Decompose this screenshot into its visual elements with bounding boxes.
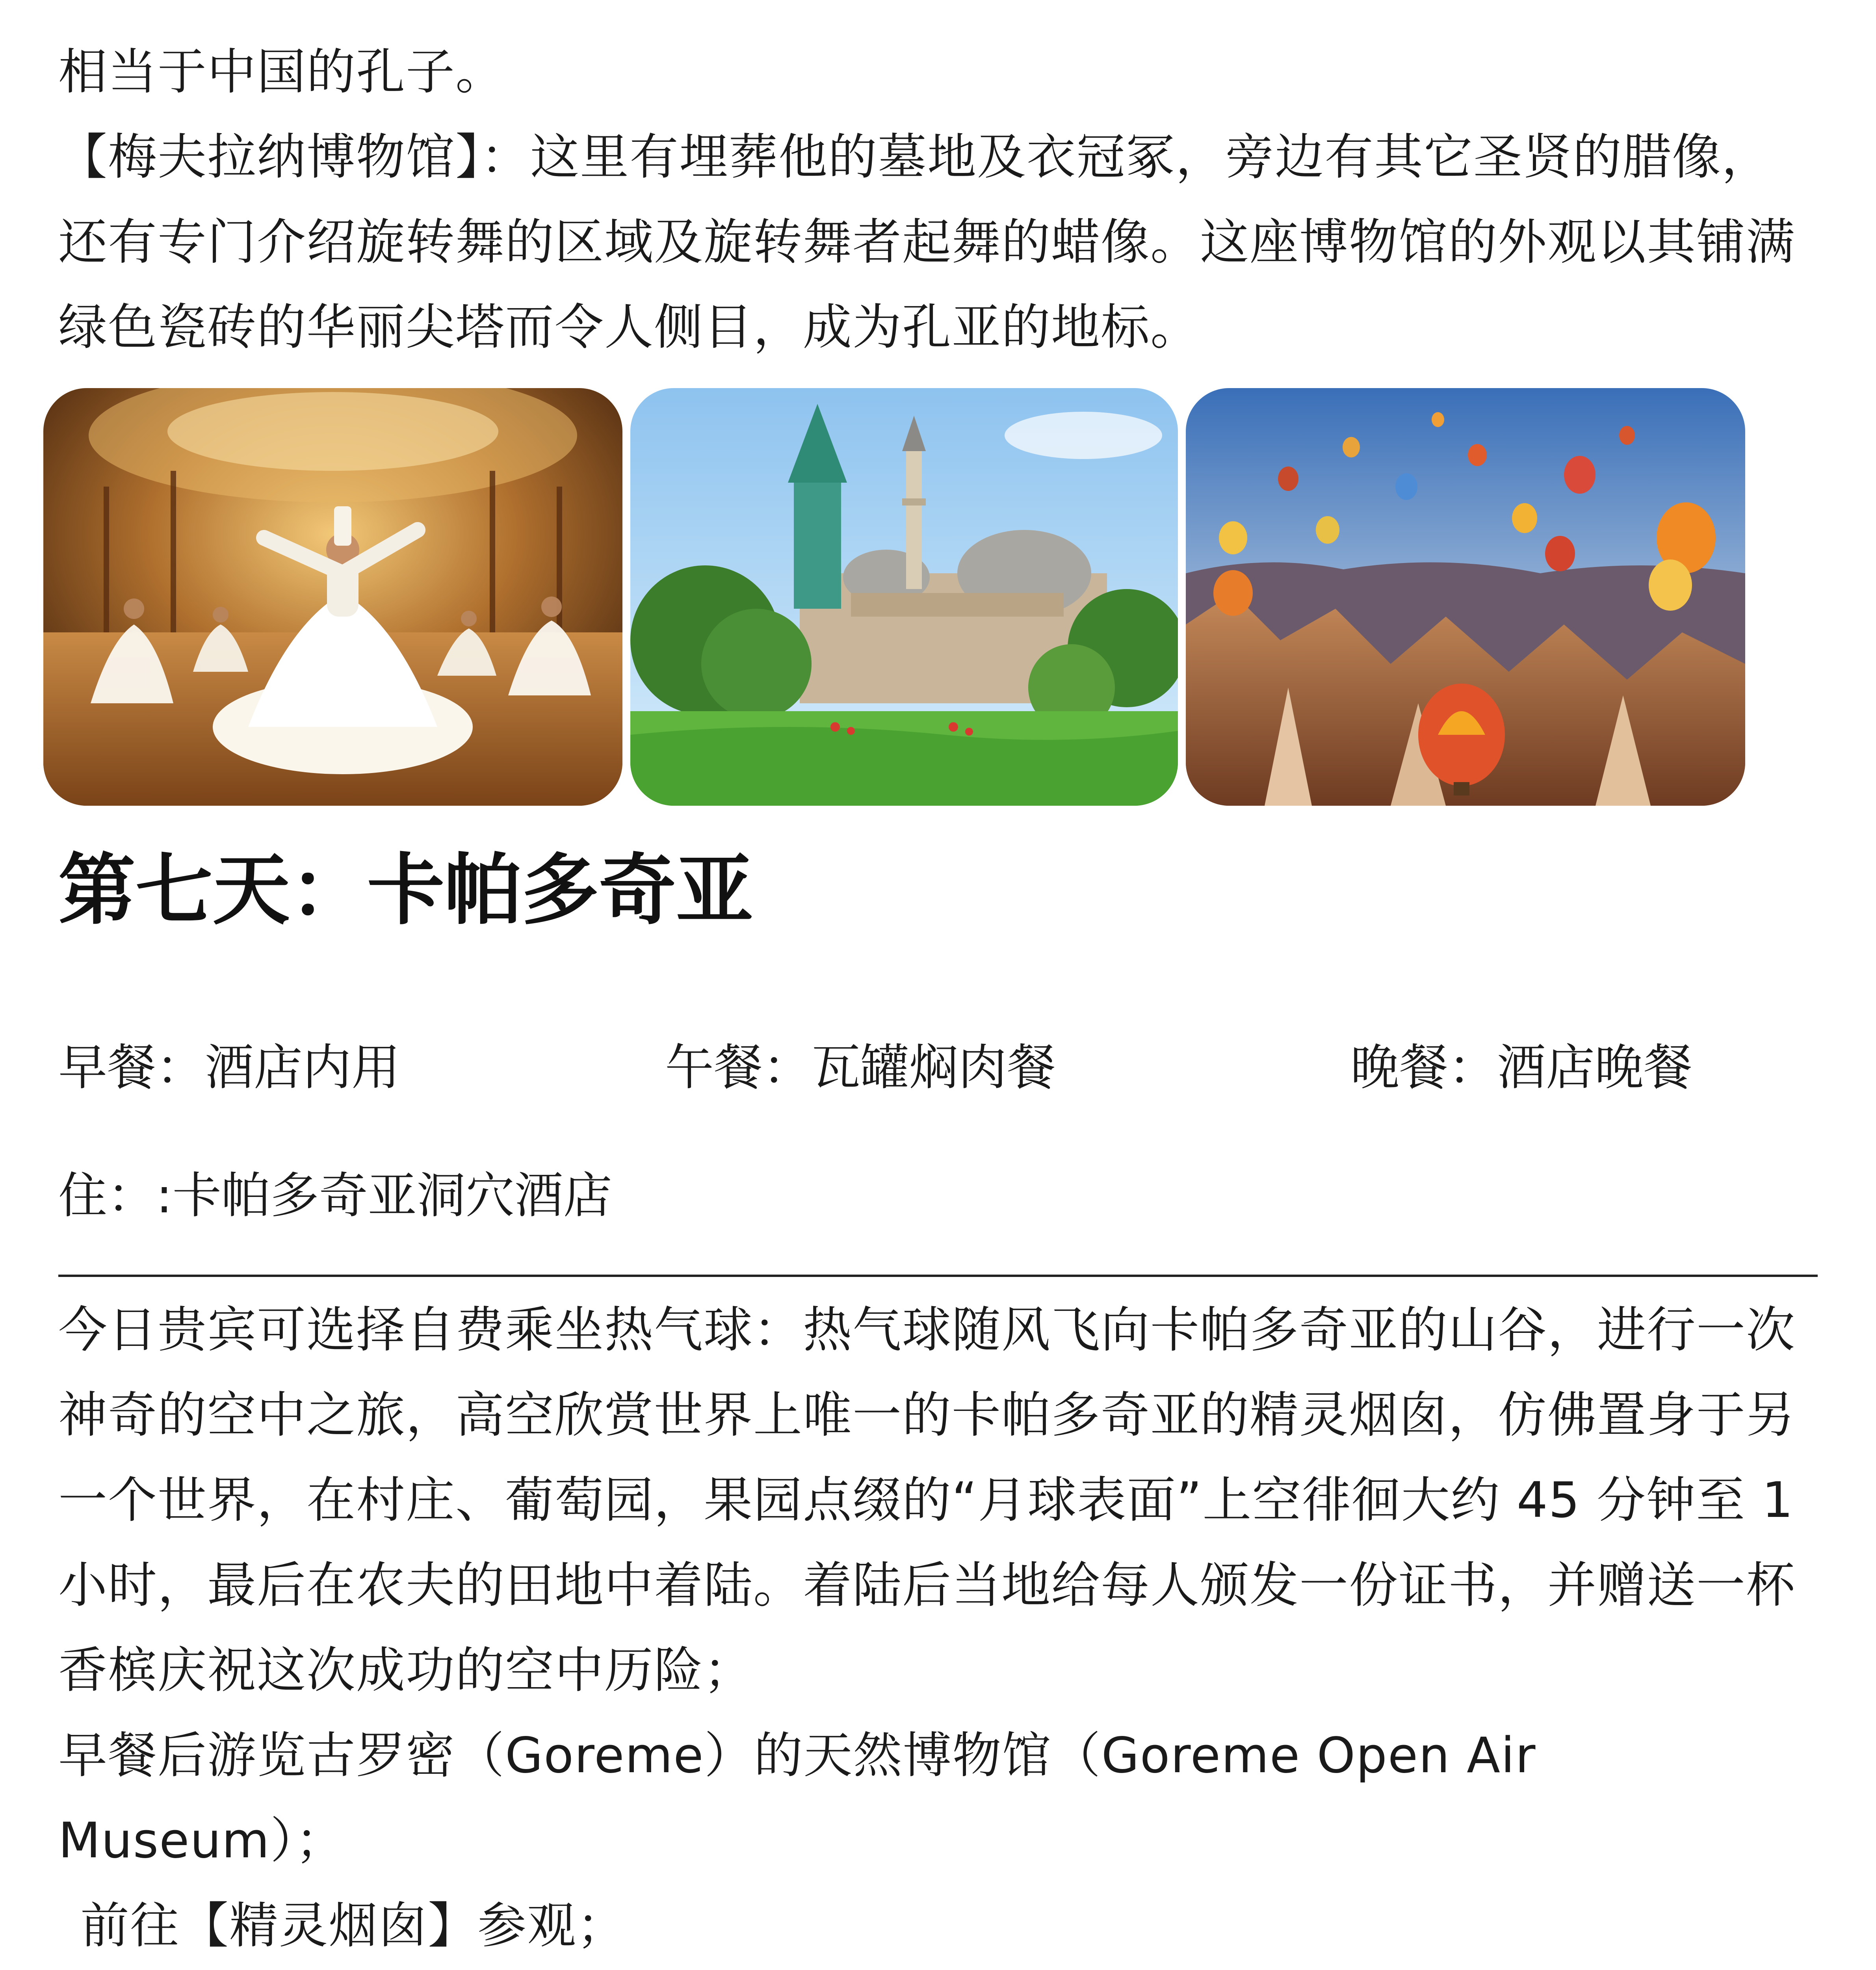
museum-paragraph: 【梅夫拉纳博物馆】：这里有埋葬他的墓地及衣冠冢，旁边有其它圣贤的腊像，还有专门介绍旋转舞的区域及旋转舞者起舞的蜡像。这座博物馆的外观以其铺满绿色瓷砖的华丽尖塔而令人侧目，成为孔亚的地标。	[58, 129, 1796, 356]
meals-row	[58, 1032, 1818, 1111]
balloons-image	[1186, 388, 1745, 806]
intro-section	[58, 30, 1818, 370]
balloons-photo	[1186, 388, 1745, 806]
goreme-paragraph: 早餐后游览古罗密（Goreme）的天然博物馆（Goreme Open Air Museum）；	[58, 1727, 1536, 1869]
meal-lunch: 午餐：瓦罐焖肉餐	[665, 1039, 1056, 1096]
divider	[58, 1275, 1818, 1277]
accommodation: 住：:卡帕多奇亚洞穴酒店	[58, 1167, 612, 1224]
pigeon-valley-paragraph	[58, 1968, 1818, 1970]
museum-photo	[630, 388, 1178, 806]
itinerary-body	[58, 1288, 1818, 1970]
dervish-photo	[43, 388, 622, 806]
photo-strip	[43, 388, 1804, 806]
fairy-chimney-paragraph: 前往【精灵烟囱】参观；	[80, 1898, 627, 1954]
museum-image	[630, 388, 1178, 806]
dervish-image	[43, 388, 622, 806]
day-title: 第七天：卡帕多奇亚	[58, 846, 754, 935]
meal-breakfast: 早餐：酒店内用	[58, 1039, 401, 1096]
balloon-paragraph: 今日贵宾可选择自费乘坐热气球：热气球随风飞向卡帕多奇亚的山谷，进行一次神奇的空中之旅，高空欣赏世界上唯一的卡帕多奇亚的精灵烟囱，仿佛置身于另一个世界，在村庄、葡萄园，果园点缀的“月球表面”上空徘徊大约 45 分钟至 1 小时，最后在农夫的田地中着陆。着陆后当地给每人颁发一份证书，并赠送一杯香槟庆祝这次成功的空中历险；	[58, 1302, 1796, 1699]
meal-dinner: 晚餐：酒店晚餐	[1350, 1039, 1693, 1096]
intro-line: 相当于中国的孔子。	[58, 44, 505, 100]
